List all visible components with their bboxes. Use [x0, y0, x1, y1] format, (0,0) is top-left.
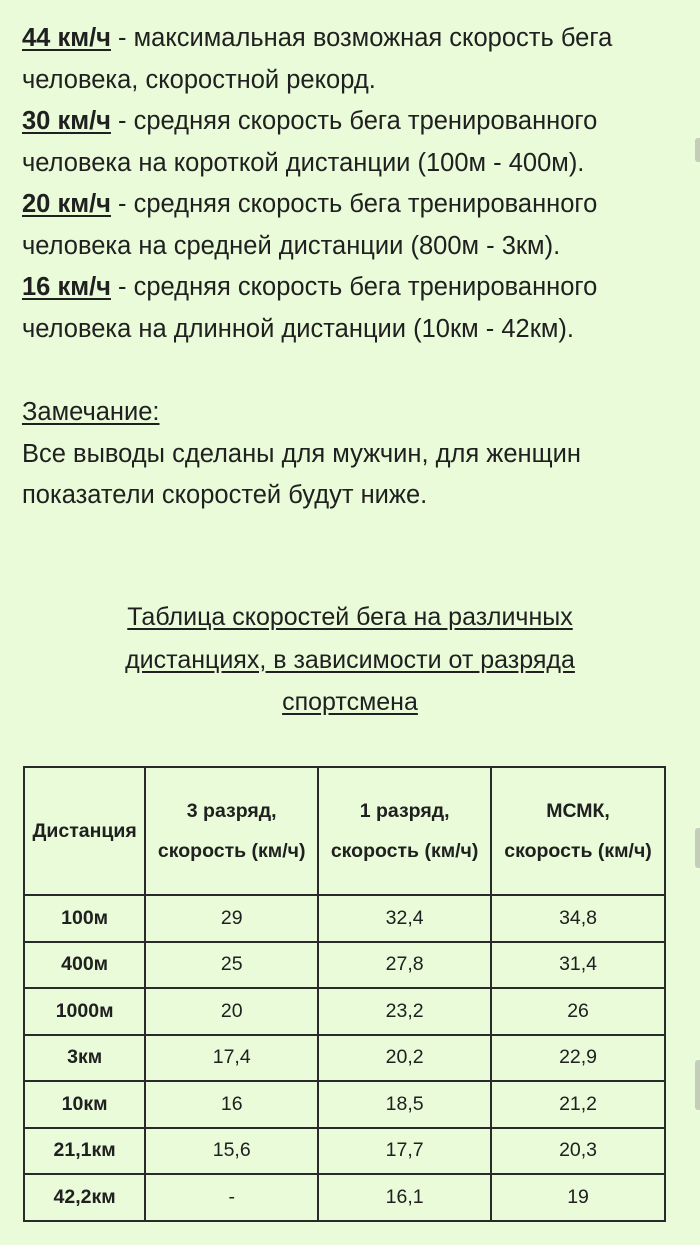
cell-msmk: 20,3	[491, 1128, 665, 1175]
cell-rank-3: 15,6	[145, 1128, 318, 1175]
table-row	[24, 1174, 665, 1221]
cell-msmk: 22,9	[491, 1035, 665, 1082]
cell-rank-1: 27,8	[318, 942, 491, 989]
speed-value: 30 км/ч	[22, 107, 111, 135]
header-msmk: МСМК, скорость (км/ч)	[491, 767, 665, 895]
table-header-row	[24, 767, 665, 895]
cell-rank-1: 16,1	[318, 1174, 491, 1221]
table-title	[22, 596, 678, 724]
note-text: Все выводы сделаны для мужчин, для женщин показатели скоростей будут ниже.	[22, 439, 581, 509]
cell-rank-1: 32,4	[318, 895, 491, 942]
header-rank-3: 3 разряд, скорость (км/ч)	[145, 767, 318, 895]
table-row	[24, 988, 665, 1035]
speed-item	[22, 101, 678, 184]
table-row	[24, 1081, 665, 1128]
table-title-line: Таблица скоростей бега на различных	[127, 603, 573, 631]
cell-rank-1: 20,2	[318, 1035, 491, 1082]
table-title-line: спортсмена	[282, 688, 418, 716]
cell-msmk: 19	[491, 1174, 665, 1221]
table-title-line: дистанциях, в зависимости от разряда	[125, 645, 575, 674]
cell-distance: 42,2км	[24, 1174, 145, 1221]
table-row	[24, 1128, 665, 1175]
speed-value: 20 км/ч	[22, 190, 111, 218]
cell-distance: 400м	[24, 942, 145, 989]
speed-item	[22, 184, 678, 267]
cell-rank-3: 17,4	[145, 1035, 318, 1082]
cell-rank-1: 23,2	[318, 988, 491, 1035]
speed-value: 44 км/ч	[22, 24, 111, 52]
speed-item	[22, 267, 678, 350]
cell-distance: 21,1км	[24, 1128, 145, 1175]
note-block	[22, 392, 678, 517]
cell-distance: 100м	[24, 895, 145, 942]
cell-msmk: 21,2	[491, 1081, 665, 1128]
note-heading: Замечание:	[22, 398, 160, 426]
speed-table	[23, 766, 666, 1222]
cell-rank-1: 18,5	[318, 1081, 491, 1128]
article-body	[22, 18, 678, 517]
cell-distance: 1000м	[24, 988, 145, 1035]
header-distance: Дистанция	[24, 767, 145, 895]
scrollbar-edge-middle[interactable]	[695, 828, 700, 868]
header-rank-1: 1 разряд, скорость (км/ч)	[318, 767, 491, 895]
speed-description: - максимальная возможная скорость бега человека, скоростной рекорд.	[22, 24, 613, 94]
cell-distance: 3км	[24, 1035, 145, 1082]
cell-msmk: 31,4	[491, 942, 665, 989]
scrollbar-edge-bottom[interactable]	[695, 1060, 700, 1110]
cell-rank-3: 20	[145, 988, 318, 1035]
speed-value: 16 км/ч	[22, 273, 111, 301]
cell-rank-3: 29	[145, 895, 318, 942]
speed-description: - средняя скорость бега тренированного человека на длинной дистанции (10км - 42км).	[22, 273, 598, 343]
scrollbar-edge-top[interactable]	[695, 138, 700, 162]
cell-msmk: 26	[491, 988, 665, 1035]
speed-description: - средняя скорость бега тренированного человека на короткой дистанции (100м - 400м).	[22, 107, 598, 177]
cell-rank-3: 25	[145, 942, 318, 989]
cell-distance: 10км	[24, 1081, 145, 1128]
speed-description: - средняя скорость бега тренированного человека на средней дистанции (800м - 3км).	[22, 190, 598, 260]
cell-rank-3: 16	[145, 1081, 318, 1128]
table-row	[24, 895, 665, 942]
table-row	[24, 942, 665, 989]
speed-item	[22, 18, 678, 101]
table-row	[24, 1035, 665, 1082]
cell-rank-1: 17,7	[318, 1128, 491, 1175]
cell-rank-3: -	[145, 1174, 318, 1221]
speed-list	[22, 18, 678, 350]
cell-msmk: 34,8	[491, 895, 665, 942]
